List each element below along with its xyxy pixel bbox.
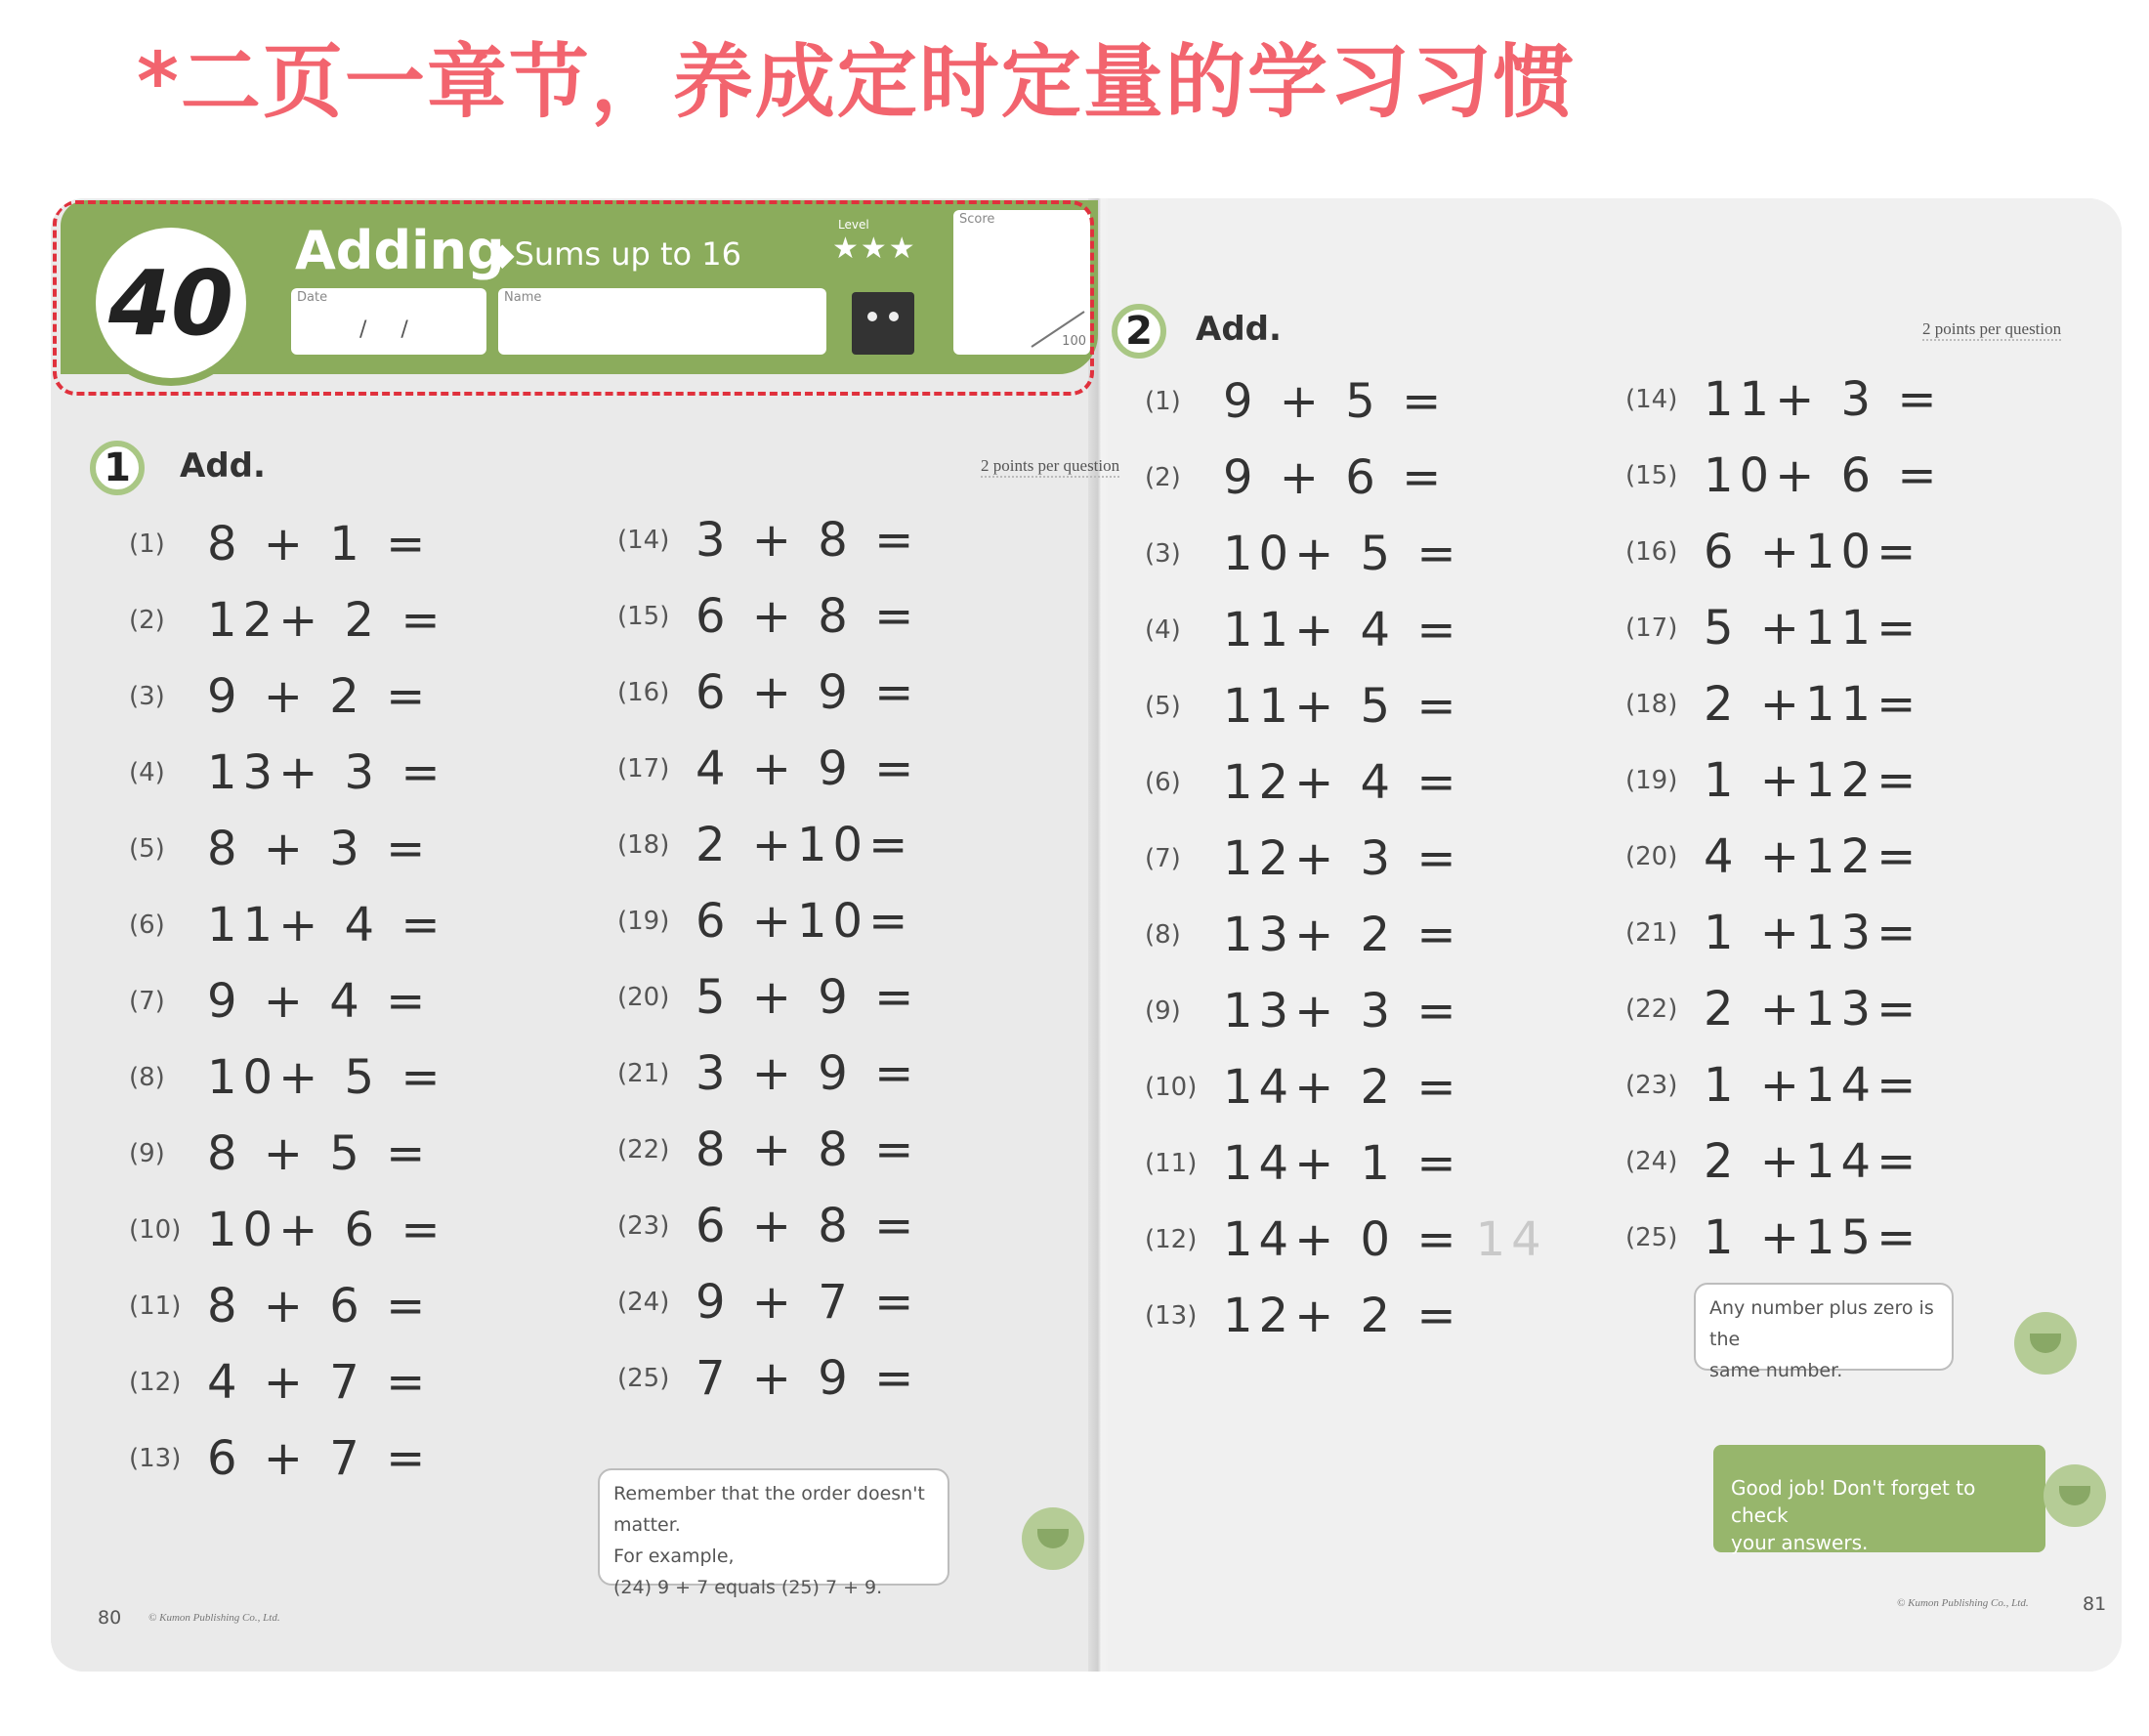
question-number: (8) (129, 1063, 165, 1092)
question-expression: 9 + 5 = (1223, 374, 1448, 429)
question-expression: 14+ 2 = (1223, 1060, 1462, 1115)
question-number: (10) (1145, 1073, 1198, 1102)
question-number: (24) (617, 1288, 670, 1317)
question-row (129, 517, 431, 575)
question-number: (4) (129, 758, 165, 787)
question-row (1625, 677, 1921, 736)
question-row (1625, 982, 1921, 1040)
question-row (617, 1046, 919, 1105)
question-row (1145, 1212, 1547, 1271)
question-row (617, 589, 919, 648)
question-row (1145, 755, 1462, 814)
question-row (1625, 753, 1921, 812)
question-expression: 10+ 5 = (207, 1050, 446, 1105)
question-expression: 2 +14= (1704, 1134, 1922, 1189)
question-number: (10) (129, 1215, 182, 1245)
question-number: (1) (129, 529, 165, 559)
question-row (1145, 1060, 1462, 1119)
question-expression: 6 + 7 = (207, 1431, 432, 1486)
question-number: (25) (617, 1364, 670, 1393)
zero-tip-bubble (1694, 1283, 1954, 1381)
question-row (129, 822, 431, 880)
score-max: 100 (1062, 334, 1086, 349)
question-row (617, 1122, 919, 1181)
question-expression: 9 + 2 = (207, 669, 432, 724)
question-expression: 14+ 1 = (1223, 1136, 1462, 1191)
question-number: (18) (617, 830, 670, 860)
mascot-icon (2044, 1464, 2106, 1527)
question-number: (3) (1145, 539, 1181, 569)
question-number: (13) (1145, 1301, 1198, 1331)
question-row (1145, 450, 1447, 509)
question-number: (15) (617, 602, 670, 631)
question-number: (5) (129, 834, 165, 864)
question-number: (24) (1625, 1147, 1678, 1176)
question-row (129, 1126, 431, 1185)
question-expression: 6 +10= (695, 894, 914, 949)
name-label: Name (504, 290, 542, 305)
question-row (617, 665, 919, 724)
question-expression: 6 + 9 = (695, 665, 920, 720)
question-row (617, 1199, 919, 1257)
question-number: (9) (129, 1139, 165, 1168)
question-row (617, 970, 919, 1029)
question-expression: 8 + 6 = (207, 1279, 432, 1334)
question-number: (5) (1145, 692, 1181, 721)
book-gutter (1088, 198, 1110, 1672)
question-row (1145, 831, 1462, 890)
question-row (129, 669, 431, 728)
question-expression: 14+ 0 = (1223, 1212, 1462, 1267)
question-expression: 6 + 8 = (695, 1199, 920, 1253)
question-number: (23) (617, 1211, 670, 1241)
level-label: Level (838, 218, 869, 232)
question-row (1145, 374, 1447, 433)
question-expression: 2 +13= (1704, 982, 1922, 1037)
question-expression: 11+ 5 = (1223, 679, 1462, 734)
zero-tip-line-1: Any number plus zero is the (1709, 1297, 1934, 1350)
question-number: (2) (129, 606, 165, 635)
question-row (1145, 984, 1462, 1042)
question-row (617, 1275, 919, 1334)
question-expression: 6 +10= (1704, 525, 1922, 579)
right-page-number: 81 (2083, 1593, 2107, 1615)
question-expression: 11+ 4 = (1223, 603, 1462, 657)
question-number: (16) (617, 678, 670, 707)
question-row (1625, 1134, 1921, 1193)
question-row (617, 513, 919, 572)
question-expression: 2 +10= (695, 818, 914, 872)
question-number: (17) (617, 754, 670, 783)
question-expression: 5 +11= (1704, 601, 1922, 656)
good-job-line-2: your answers. (1731, 1531, 1869, 1554)
question-row (129, 1203, 446, 1261)
question-row (129, 974, 431, 1033)
question-number: (25) (1625, 1223, 1678, 1252)
question-row (1625, 372, 1943, 431)
question-expression: 12+ 4 = (1223, 755, 1462, 810)
section-1-points: 2 points per question (981, 456, 1119, 478)
date-slashes: / / (359, 318, 408, 342)
question-expression: 9 + 6 = (1223, 450, 1448, 505)
order-tip-line-3: (24) 9 + 7 equals (25) 7 + 9. (613, 1577, 883, 1598)
question-expression: 4 + 9 = (695, 741, 920, 796)
question-number: (13) (129, 1444, 182, 1473)
question-expression: 11+ 3 = (1704, 372, 1943, 427)
question-row (1145, 527, 1462, 585)
question-number: (7) (129, 987, 165, 1016)
question-expression: 9 + 4 = (207, 974, 432, 1029)
question-number: (15) (1625, 461, 1678, 490)
order-tip-line-1: Remember that the order doesn't matter. (613, 1483, 925, 1536)
question-row (1625, 1058, 1921, 1117)
question-number: (6) (1145, 768, 1181, 797)
question-expression: 13+ 3 = (1223, 984, 1462, 1038)
workbook-spread (51, 198, 2122, 1672)
question-number: (20) (617, 983, 670, 1012)
right-copyright: © Kumon Publishing Co., Ltd. (1897, 1597, 2029, 1609)
question-expression: 11+ 4 = (207, 898, 446, 953)
question-number: (23) (1625, 1071, 1678, 1100)
chapter-title: Adding (295, 220, 505, 281)
question-expression: 12+ 2 = (207, 593, 446, 648)
highlight-dashed-frame (53, 200, 1094, 396)
question-row (129, 898, 446, 956)
good-job-line-1: Good job! Don't forget to check (1731, 1476, 1976, 1527)
question-row (1625, 448, 1943, 507)
question-number: (21) (1625, 918, 1678, 948)
section-1-title: Add. (180, 446, 266, 486)
question-row (617, 741, 919, 800)
question-row (1625, 906, 1921, 964)
mascot-icon (1022, 1507, 1084, 1570)
question-expression: 13+ 2 = (1223, 908, 1462, 962)
question-number: (2) (1145, 463, 1181, 492)
question-expression: 4 + 7 = (207, 1355, 432, 1410)
question-expression: 5 + 9 = (695, 970, 920, 1025)
question-number: (4) (1145, 615, 1181, 645)
question-expression: 12+ 3 = (1223, 831, 1462, 886)
question-number: (6) (129, 910, 165, 940)
question-row (129, 1279, 431, 1337)
question-expression: 1 +13= (1704, 906, 1922, 960)
section-1-number: 1 (90, 441, 145, 495)
question-row (1145, 1136, 1462, 1195)
question-number: (14) (617, 526, 670, 555)
level-stars: ★★★ (832, 232, 917, 266)
question-number: (11) (129, 1291, 182, 1321)
chapter-number: 40 (88, 220, 254, 386)
question-expression: 4 +12= (1704, 829, 1922, 884)
question-row (1145, 679, 1462, 738)
question-row (1625, 601, 1921, 659)
question-expression: 2 +11= (1704, 677, 1922, 732)
question-row (617, 1351, 919, 1410)
question-number: (7) (1145, 844, 1181, 873)
question-expression: 10+ 5 = (1223, 527, 1462, 581)
question-number: (12) (129, 1368, 182, 1397)
question-expression: 8 + 8 = (695, 1122, 920, 1177)
question-row (129, 593, 446, 652)
question-row (1145, 1289, 1462, 1347)
order-tip-line-2: For example, (613, 1545, 735, 1567)
question-number: (19) (1625, 766, 1678, 795)
question-number: (22) (617, 1135, 670, 1164)
date-label: Date (297, 290, 328, 305)
question-number: (3) (129, 682, 165, 711)
question-expression: 7 + 9 = (695, 1351, 920, 1406)
question-expression: 1 +12= (1704, 753, 1922, 808)
question-row (129, 1431, 431, 1490)
banner-caption: *二页一章节，养成定时定量的学习习惯 (137, 36, 1576, 129)
question-row (129, 1050, 446, 1109)
question-expression: 3 + 8 = (695, 513, 920, 568)
question-expression: 10+ 6 = (207, 1203, 446, 1257)
question-number: (8) (1145, 920, 1181, 950)
question-number: (16) (1625, 537, 1678, 567)
question-row (1625, 1210, 1921, 1269)
score-label: Score (959, 212, 995, 227)
question-expression: 10+ 6 = (1704, 448, 1943, 503)
left-page-number: 80 (98, 1607, 122, 1629)
question-row (617, 818, 913, 876)
question-number: (11) (1145, 1149, 1198, 1178)
question-expression: 8 + 5 = (207, 1126, 432, 1181)
question-number: (18) (1625, 690, 1678, 719)
question-row (129, 1355, 431, 1414)
question-row (1625, 525, 1921, 583)
section-2-title: Add. (1196, 310, 1282, 349)
zero-tip-line-2: same number. (1709, 1360, 1843, 1381)
section-2-number: 2 (1112, 304, 1166, 359)
question-number: (17) (1625, 614, 1678, 643)
question-expression: 1 +14= (1704, 1058, 1922, 1113)
answer-hint: 14 (1475, 1212, 1547, 1267)
question-row (129, 745, 446, 804)
chapter-subtitle: ◆Sums up to 16 (490, 235, 741, 273)
section-2-points: 2 points per question (1922, 319, 2061, 341)
question-expression: 6 + 8 = (695, 589, 920, 644)
question-expression: 8 + 1 = (207, 517, 432, 572)
mascot-icon (2014, 1312, 2077, 1375)
question-number: (19) (617, 907, 670, 936)
question-row (1145, 603, 1462, 661)
question-row (1625, 829, 1921, 888)
question-row (617, 894, 913, 953)
question-expression: 3 + 9 = (695, 1046, 920, 1101)
good-job-note (1713, 1445, 2045, 1552)
left-copyright: © Kumon Publishing Co., Ltd. (148, 1612, 280, 1624)
order-tip-bubble (598, 1468, 949, 1598)
question-expression: 9 + 7 = (695, 1275, 920, 1330)
question-expression: 13+ 3 = (207, 745, 446, 800)
question-number: (1) (1145, 387, 1181, 416)
question-number: (9) (1145, 996, 1181, 1026)
question-number: (22) (1625, 995, 1678, 1024)
question-number: (21) (617, 1059, 670, 1088)
question-number: (20) (1625, 842, 1678, 871)
question-expression: 8 + 3 = (207, 822, 432, 876)
question-row (1145, 908, 1462, 966)
question-expression: 1 +15= (1704, 1210, 1922, 1265)
question-number: (12) (1145, 1225, 1198, 1254)
question-expression: 12+ 2 = (1223, 1289, 1462, 1343)
question-number: (14) (1625, 385, 1678, 414)
